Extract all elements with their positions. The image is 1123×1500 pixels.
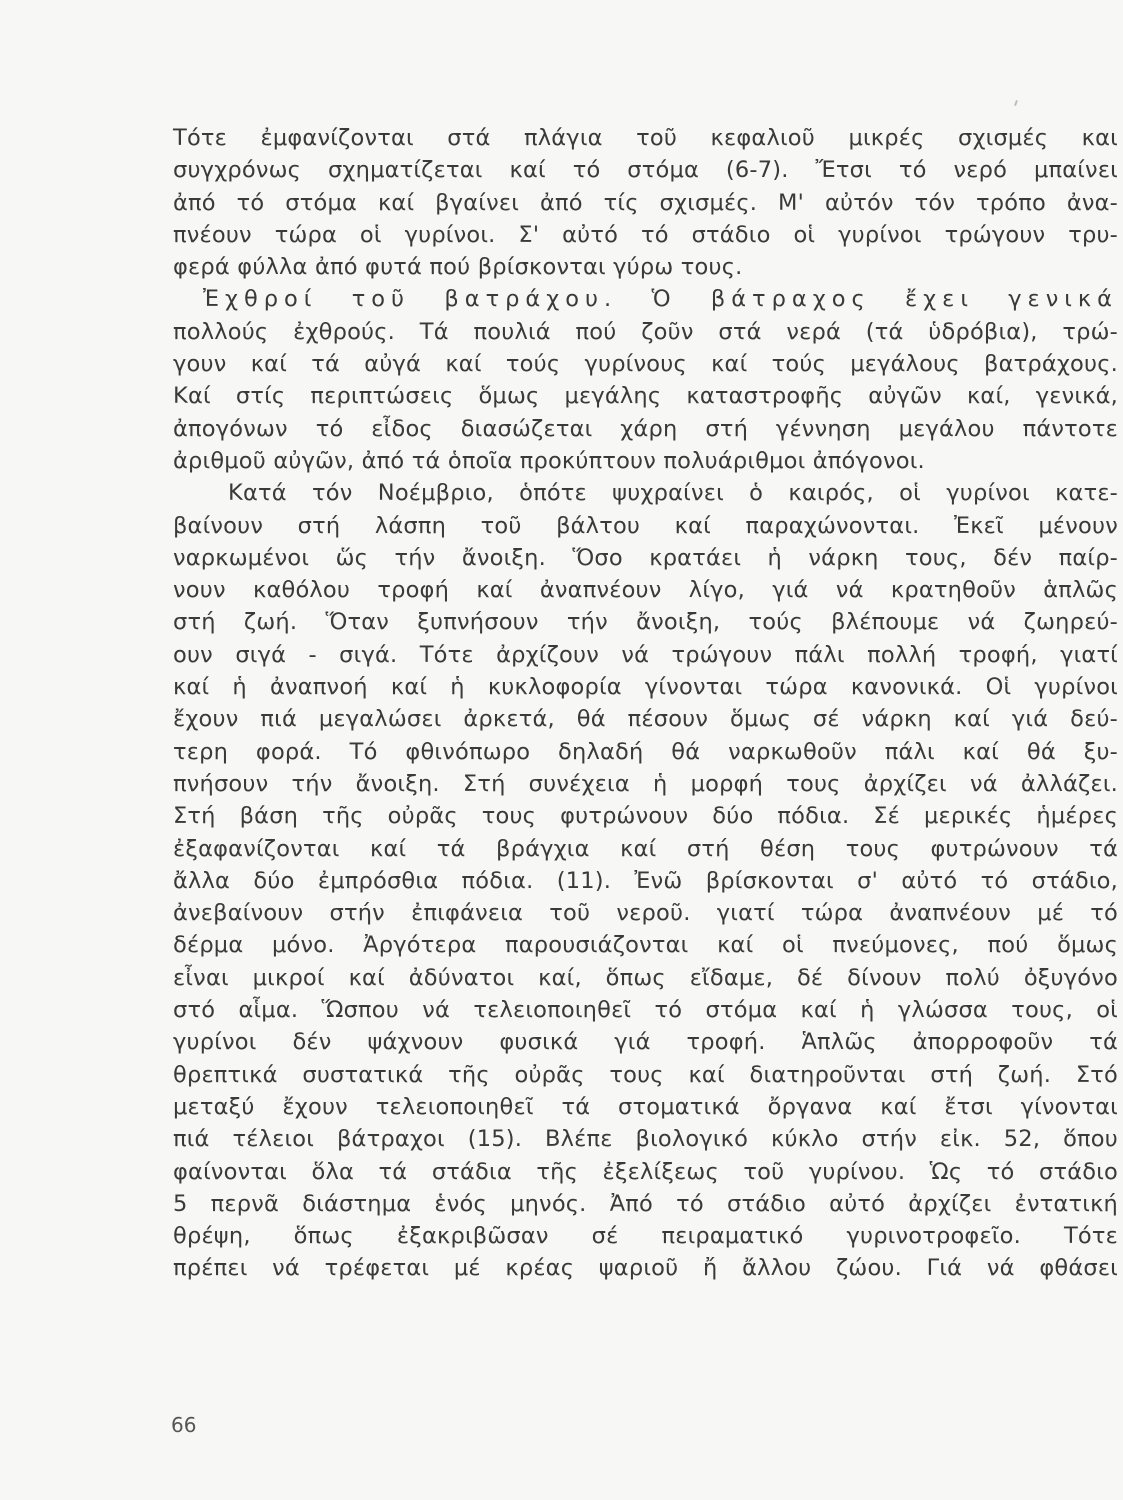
text-line-12: Κατά τόν Νοέμβριο, ὁπότε ψυχραίνει ὁ καιρός, οἱ γυρίνοι κατε-: [228, 480, 1118, 507]
text-line-28: στό αἷμα. Ὥσπου νά τελειοποιηθεῖ τό στόμα καί ἡ γλώσσα τους, οἱ: [173, 997, 1118, 1024]
text-line-30: θρεπτικά συστατικά τῆς οὐρᾶς τους καί διατηροῦνται στή ζωή. Στό: [173, 1061, 1118, 1088]
text-line-35: θρέψη, ὅπως ἐξακριβῶσαν σέ πειραματικό γυρινοτροφεῖο. Τότε: [173, 1223, 1118, 1250]
text-line-22: Στή βάση τῆς οὐρᾶς τους φυτρώνουν δύο πόδια. Σέ μερικές ἡμέρες: [173, 803, 1118, 830]
text-line-10: ἀπογόνων τό εἶδος διασώζεται χάρη στή γέννηση μεγάλου πάντοτε: [173, 415, 1118, 442]
text-line-25: ἀνεβαίνουν στήν ἐπιφάνεια τοῦ νεροῦ. γιατί τώρα ἀναπνέουν μέ τό: [173, 900, 1118, 927]
text-line-34: 5 περνᾶ διάστημα ἑνός μηνός. Ἀπό τό στάδιο αὐτό ἀρχίζει ἐντατική: [173, 1190, 1118, 1217]
text-line-23: ἐξαφανίζονται καί τά βράγχια καί στή θέση τους φυτρώνουν τά: [173, 835, 1118, 862]
text-line-32: πιά τέλειοι βάτραχοι (15). Βλέπε βιολογικό κύκλο στήν εἰκ. 52, ὅπου: [173, 1126, 1118, 1153]
text-line-33: φαίνονται ὅλα τά στάδια τῆς ἐξελίξεως τοῦ γυρίνου. Ὡς τό στάδιο: [173, 1158, 1118, 1185]
text-line-36: πρέπει νά τρέφεται μέ κρέας ψαριοῦ ἤ ἄλλου ζώου. Γιά νά φθάσει: [173, 1255, 1118, 1282]
text-line-31: μεταξύ ἔχουν τελειοποιηθεῖ τά στοματικά ὄργανα καί ἔτσι γίνονται: [173, 1093, 1118, 1120]
text-line-26: δέρμα μόνο. Ἀργότερα παρουσιάζονται καί οἱ πνεύμονες, πού ὅμως: [173, 932, 1118, 959]
text-line-19: ἔχουν πιά μεγαλώσει ἀρκετά, θά πέσουν ὅμως σέ νάρκη καί γιά δεύ-: [173, 706, 1118, 733]
text-line-20: τερη φορά. Τό φθινόπωρο δηλαδή θά ναρκωθοῦν πάλι καί θά ξυ-: [173, 738, 1118, 765]
text-line-11: ἀριθμοῦ αὐγῶν, ἀπό τά ὁποῖα προκύπτουν πολυάριθμοι ἀπόγονοι.: [173, 447, 925, 474]
text-line-27: εἶναι μικροί καί ἀδύνατοι καί, ὅπως εἴδαμε, δέ δίνουν πολύ ὀξυγόνο: [173, 964, 1118, 991]
page-number: 66: [171, 1413, 197, 1437]
text-line-9: Καί στίς περιπτώσεις ὅμως μεγάλης καταστροφῆς αὐγῶν καί, γενικά,: [173, 383, 1118, 410]
text-line-2: συγχρόνως σχηματίζεται καί τό στόμα (6-7). Ἔτσι τό νερό μπαίνει: [173, 157, 1118, 184]
text-line-8: γουν καί τά αὐγά καί τούς γυρίνους καί τούς μεγάλους βατράχους.: [173, 351, 1118, 378]
text-line-14: ναρκωμένοι ὥς τήν ἄνοιξη. Ὅσο κρατάει ἡ νάρκη τους, δέν παίρ-: [173, 544, 1118, 571]
text-line-3: ἀπό τό στόμα καί βγαίνει ἀπό τίς σχισμές. Μ' αὐτόν τόν τρόπο ἀνα-: [173, 189, 1118, 216]
scan-speck: [1014, 100, 1018, 106]
text-line-15: νουν καθόλου τροφή καί ἀναπνέουν λίγο, γιά νά κρατηθοῦν ἁπλῶς: [173, 577, 1118, 604]
body-text: [173, 122, 1118, 1285]
text-line-17: ουν σιγά - σιγά. Τότε ἀρχίζουν νά τρώγουν πάλι πολλή τροφή, γιατί: [173, 641, 1118, 668]
text-line-4: πνέουν τώρα οἱ γυρίνοι. Σ' αὐτό τό στάδιο οἱ γυρίνοι τρώγουν τρυ-: [173, 221, 1118, 248]
text-line-24: ἄλλα δύο ἐμπρόσθια πόδια. (11). Ἐνῶ βρίσκονται σ' αὐτό τό στάδιο,: [173, 867, 1118, 894]
text-line-16: στή ζωή. Ὅταν ξυπνήσουν τήν ἄνοιξη, τούς βλέπουμε νά ζωηρεύ-: [173, 609, 1118, 636]
section-heading: Ἐχθροί τοῦ βατράχου. Ὁ βάτραχος ἔχει γενικά: [203, 286, 1118, 313]
section-heading-line: [173, 283, 1118, 315]
text-line-5: φερά φύλλα ἀπό φυτά πού βρίσκονται γύρω τους.: [173, 254, 743, 281]
text-line-18: καί ἡ ἀναπνοή καί ἡ κυκλοφορία γίνονται τώρα κανονικά. Οἱ γυρίνοι: [173, 674, 1118, 701]
text-line-7: πολλούς ἐχθρούς. Τά πουλιά πού ζοῦν στά νερά (τά ὑδρόβια), τρώ-: [173, 318, 1118, 345]
text-line-21: πνήσουν τήν ἄνοιξη. Στή συνέχεια ἡ μορφή τους ἀρχίζει νά ἀλλάζει.: [173, 770, 1118, 797]
text-line-13: βαίνουν στή λάσπη τοῦ βάλτου καί παραχώνονται. Ἐκεῖ μένουν: [173, 512, 1118, 539]
text-line-29: γυρίνοι δέν ψάχνουν φυσικά γιά τροφή. Ἁπλῶς ἀπορροφοῦν τά: [173, 1029, 1118, 1056]
text-line-1: Τότε ἐμφανίζονται στά πλάγια τοῦ κεφαλιοῦ μικρές σχισμές και: [173, 125, 1118, 151]
